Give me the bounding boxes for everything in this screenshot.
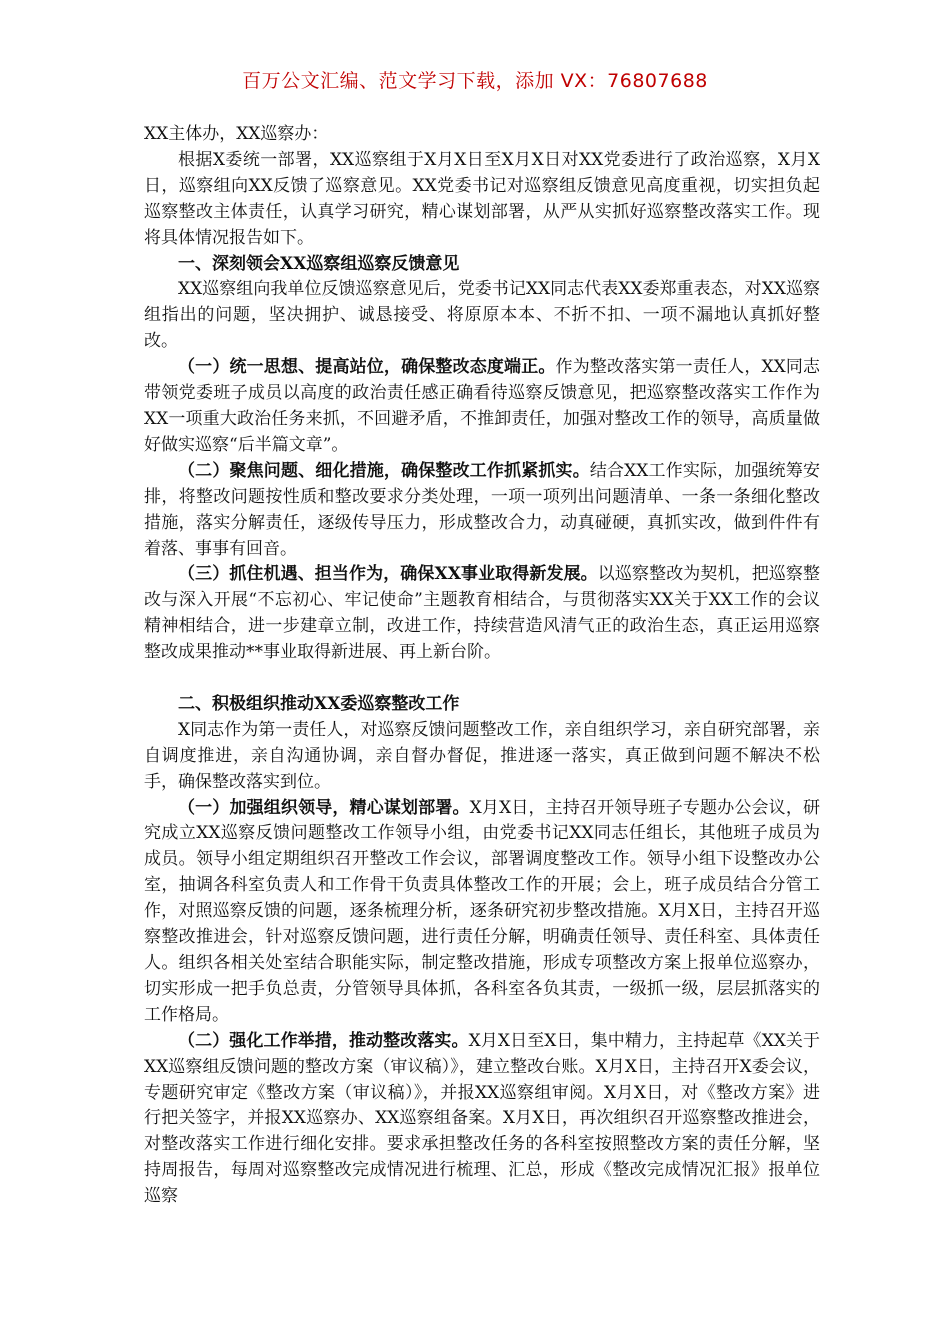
item-text: X月X日至X日，集中精力，主持起草《XX关于XX巡察组反馈问题的整改方案（审议稿）》，建立整改台账。X月X日，主持召开X委会议，专题研究审定《整改方案（审议稿）》，并报XX巡察组审阅。X月X日，对《整改方案》进行把关签字，并报XX巡察办、XX巡察组备案。X月X日，再次组织召开巡察整改推进会，对整改落实工作进行细化安排。要求承担整改任务的各科室按照整改方案的责任分解，坚持周报告，每周对巡察整改完成情况进行梳理、汇总，形成《整改完成情况汇报》报单位巡察 [144, 1030, 821, 1207]
section-2-item-1 [144, 796, 820, 1029]
section-2-paragraph: X同志作为第一责任人，对巡察反馈问题整改工作，亲自组织学习，亲自研究部署，亲自调度推进，亲自沟通协调，亲自督办督促，推进逐一落实，真正做到问题不解决不松手，确保整改落实到位。 [144, 719, 820, 792]
report-body [144, 122, 820, 1210]
section-1-paragraph: XX巡察组向我单位反馈巡察意见后，党委书记XX同志代表XX委郑重表态，对XX巡察组指出的问题，坚决拥护、诚恳接受、将原原本本、不折不扣、一项不漏地认真抓好整改。 [144, 279, 820, 352]
item-text: 结合XX工作实际，加强统筹安排，将整改问题按性质和整改要求分类处理，一项一项列出问题清单、一条一条细化整改措施，落实分解责任，逐级传导压力，形成整改合力，动真碰硬，真抓实改，做到件件有着落、事事有回音。 [144, 460, 820, 559]
item-lead: （一）统一思想、提高站位，确保整改态度端正。 [178, 357, 556, 378]
item-text: 作为整改落实第一责任人，XX同志带领党委班子成员以高度的政治责任感正确看待巡察反馈意见，把巡察整改落实工作作为XX一项重大政治任务来抓，不回避矛盾，不推卸责任，加强对整改工作的领导，高质量做好做实巡察“后半篇文章”。 [144, 357, 820, 455]
item-lead: （一）加强组织领导，精心谋划部署。 [178, 797, 470, 818]
section-1-item-1 [144, 355, 820, 459]
item-lead: （二）强化工作举措，推动整改落实。 [178, 1030, 469, 1051]
item-lead: （二）聚焦问题、细化措施，确保整改工作抓紧抓实。 [178, 460, 590, 481]
paragraph-gap [144, 666, 820, 692]
watermark-banner: 百万公文汇编、范文学习下载，添加 VX：76807688 [242, 70, 708, 92]
section-1-heading: 一、深刻领会XX巡察组巡察反馈意见 [178, 253, 460, 274]
salutation: XX主体办，XX巡察办： [144, 124, 329, 144]
item-lead: （三）抓住机遇、担当作为，确保XX事业取得新发展。 [178, 564, 598, 585]
intro-paragraph: 根据X委统一部署，XX巡察组于X月X日至X月X日对XX党委进行了政治巡察，X月X日，巡察组向XX反馈了巡察意见。XX党委书记对巡察组反馈意见高度重视，切实担负起巡察整改主体责任，认真学习研究，精心谋划部署，从严从实抓好巡察整改落实工作。现将具体情况报告如下。 [144, 149, 820, 248]
section-1-item-2 [144, 459, 820, 563]
section-2-item-2 [144, 1029, 820, 1210]
item-text: X月X日，主持召开领导班子专题办公会议，研究成立XX巡察反馈问题整改工作领导小组，由党委书记XX同志任组长，其他班子成员为成员。领导小组定期组织召开整改工作会议，部署调度整改工作。领导小组下设整改办公室，抽调各科室负责人和工作骨干负责具体整改工作的开展；会上，班子成员结合分管工作，对照巡察反馈的问题，逐条梳理分析，逐条研究初步整改措施。X月X日，主持召开巡察整改推进会，针对巡察反馈问题，进行责任分解，明确责任领导、责任科室、具体责任人。组织各相关处室结合职能实际，制定整改措施，形成专项整改方案上报单位巡察办，切实形成一把手负总责，分管领导具体抓，各科室各负其责，一级抓一级，层层抓落实的工作格局。 [144, 797, 820, 1025]
section-2-heading: 二、积极组织推动XX委巡察整改工作 [178, 693, 460, 714]
item-text: 以巡察整改为契机，把巡察整改与深入开展“不忘初心、牢记使命”主题教育相结合，与贯彻落实XX关于XX工作的会议精神相结合，进一步建章立制，改进工作，持续营造风清气正的政治生态，真正运用巡察整改成果推动**事业取得新进展、再上新台阶。 [144, 564, 820, 663]
section-1-item-3 [144, 562, 820, 666]
